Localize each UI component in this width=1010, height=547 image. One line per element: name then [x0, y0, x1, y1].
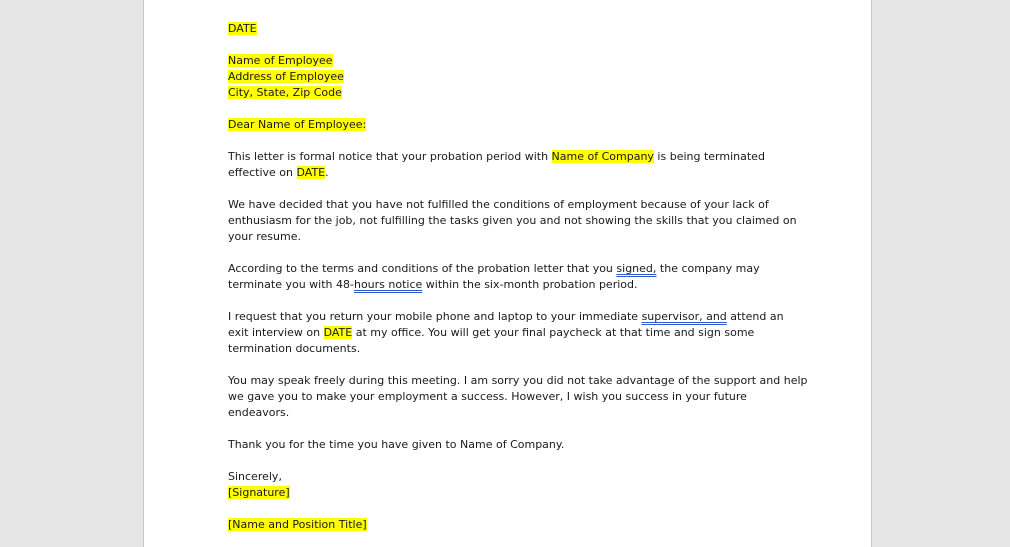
- p1-text-b: is being terminated: [653, 150, 765, 163]
- p3-text-d: within the six-month probation period.: [422, 278, 638, 291]
- p2-line-1: We have decided that you have not fulfilled the conditions of employment because of your lack of: [228, 198, 769, 211]
- name-title-placeholder: [Name and Position Title]: [228, 518, 367, 531]
- date-placeholder: DATE: [228, 22, 257, 35]
- paragraph-6: [228, 437, 808, 453]
- p3-text-b: the company may: [656, 262, 760, 275]
- grammar-flag-notice[interactable]: hours notice: [353, 278, 423, 291]
- recipient-address: Address of Employee: [228, 70, 344, 83]
- date-paragraph: [228, 21, 808, 37]
- p5-line-1: You may speak freely during this meeting. I am sorry you did not take advantage of the support and help: [228, 374, 808, 387]
- closing: Sincerely,: [228, 470, 282, 483]
- p4-line-3: termination documents.: [228, 342, 361, 355]
- letter-body[interactable]: [228, 21, 808, 547]
- recipient-city: City, State, Zip Code: [228, 86, 342, 99]
- p3-text-a: According to the terms and conditions of the probation letter that you: [228, 262, 617, 275]
- closing-block: [228, 469, 808, 501]
- document-page[interactable]: [143, 0, 872, 547]
- name-title-paragraph: [228, 517, 808, 533]
- p4-text-c: exit interview on: [228, 326, 324, 339]
- paragraph-2: [228, 197, 808, 245]
- signature-placeholder: [Signature]: [228, 486, 290, 499]
- p5-line-3: endeavors.: [228, 406, 290, 419]
- salutation: Dear Name of Employee:: [228, 118, 367, 131]
- thanks-line: Thank you for the time you have given to Name of Company.: [228, 438, 565, 451]
- grammar-flag-signed[interactable]: signed,: [616, 262, 657, 275]
- p2-line-3: your resume.: [228, 230, 301, 243]
- effective-date-placeholder: DATE: [296, 166, 326, 179]
- p5-line-2: we gave you to make your employment a success. However, I wish you success in your future: [228, 390, 747, 403]
- p2-line-2: enthusiasm for the job, not fulfilling the tasks given you and not showing the skills that you claimed on: [228, 214, 797, 227]
- paragraph-3: [228, 261, 808, 293]
- p4-text-a: I request that you return your mobile phone and laptop to your immediate: [228, 310, 642, 323]
- recipient-name: Name of Employee: [228, 54, 333, 67]
- recipient-block: [228, 53, 808, 101]
- interview-date-placeholder: DATE: [323, 326, 353, 339]
- paragraph-4: [228, 309, 808, 357]
- p1-text-d: .: [325, 166, 329, 179]
- company-placeholder: Name of Company: [551, 150, 654, 163]
- p4-text-b: attend an: [726, 310, 784, 323]
- p4-text-d: at my office. You will get your final paycheck at that time and sign some: [352, 326, 755, 339]
- p1-text-c: effective on: [228, 166, 297, 179]
- salutation-paragraph: [228, 117, 808, 133]
- paragraph-1: [228, 149, 808, 181]
- p3-text-c: terminate you with 48-: [228, 278, 354, 291]
- paragraph-5: [228, 373, 808, 421]
- p1-text-a: This letter is formal notice that your probation period with: [228, 150, 552, 163]
- grammar-flag-supervisor[interactable]: supervisor, and: [641, 310, 727, 323]
